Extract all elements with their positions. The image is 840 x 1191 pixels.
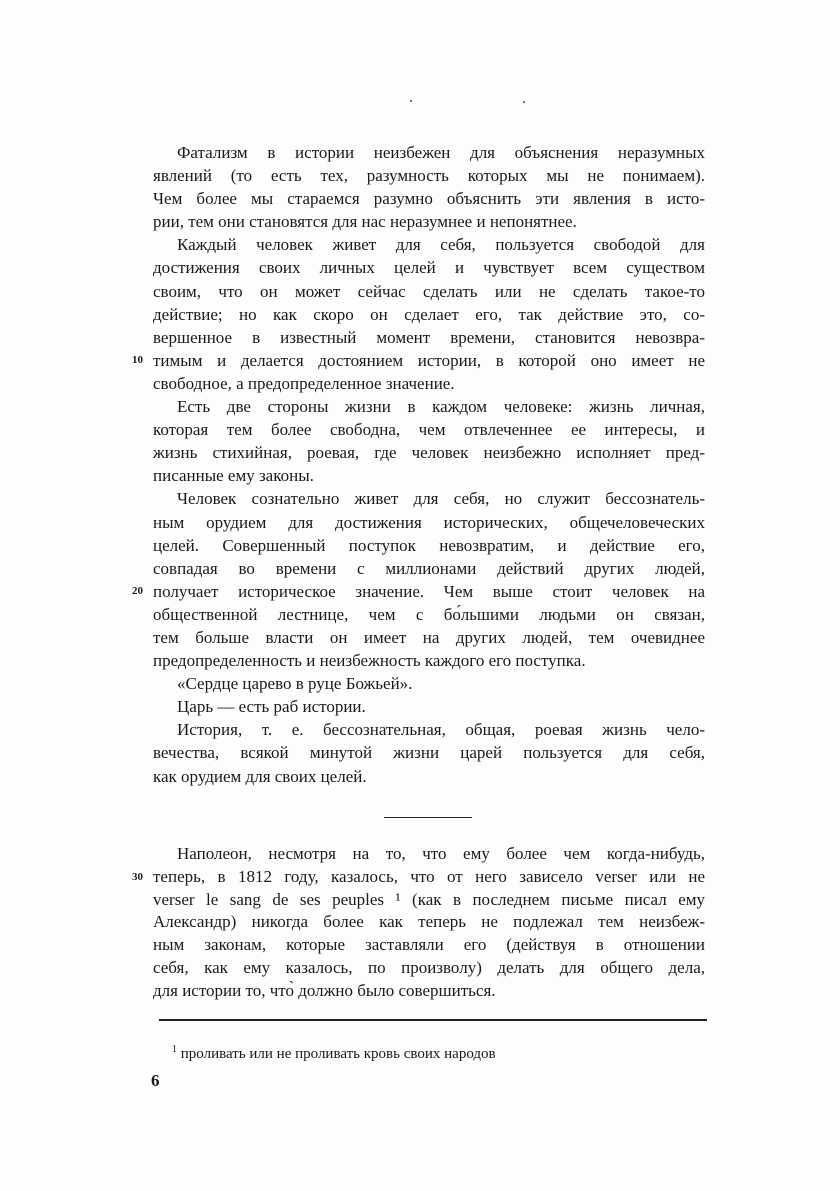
- line-text: себя, как ему казалось, по произволу) делать для общего дела,: [153, 957, 705, 977]
- text-line: [153, 626, 705, 649]
- line-text: ным орудием для достижения исторических, общечеловеческих: [153, 512, 705, 532]
- page-number: 6: [151, 1071, 160, 1090]
- text-line: [153, 534, 705, 557]
- text-line: [132, 349, 705, 372]
- line-text: Наполеон, несмотря на то, что ему более чем когда-нибудь,: [177, 844, 705, 863]
- text-line: [153, 372, 705, 395]
- text-line: [153, 603, 705, 626]
- text-line: [153, 889, 705, 912]
- text-line: [153, 326, 705, 349]
- line-text: Есть две стороны жизни в каждом человеке: жизнь личная,: [177, 397, 705, 417]
- text-line: [153, 487, 705, 510]
- section-divider: [384, 817, 472, 818]
- text-line: [153, 765, 705, 788]
- line-number: 20: [132, 584, 143, 597]
- line-text: Александр) никогда более как теперь не подлежал тем неизбеж-: [153, 912, 705, 932]
- line-text: свободное, а предопределенное значение.: [153, 373, 455, 393]
- text-line: [153, 210, 705, 233]
- text-line: [153, 741, 705, 764]
- line-number: 10: [132, 353, 143, 366]
- text-line: [132, 580, 705, 603]
- line-text: общественной лестнице, чем с бо́льшими людьми он связан,: [153, 604, 705, 624]
- text-line: [153, 980, 705, 1003]
- line-text: действие; но как скоро он сделает его, так действие это, со-: [153, 304, 705, 324]
- napoleon-text-section: [132, 843, 705, 1003]
- line-text: своим, что он может сейчас сделать или не сделать такое-то: [153, 281, 705, 301]
- line-text: вершенное в известный момент времени, становится невозвра-: [153, 327, 705, 347]
- line-text: Чем более мы стараемся разумно объяснить эти явления в исто-: [153, 189, 705, 209]
- line-text: Человек сознательно живет для себя, но служит бессознатель-: [177, 489, 705, 509]
- line-number: 30: [132, 870, 143, 883]
- text-line: [153, 233, 705, 256]
- line-text: целей. Совершенный поступок невозвратим, и действие его,: [153, 535, 705, 555]
- text-line: [153, 256, 705, 279]
- line-text: ным законам, которые заставляли его (действуя в отношении: [153, 935, 705, 955]
- line-text: «Сердце царево в руце Божьей».: [177, 674, 413, 694]
- text-line: [132, 866, 705, 889]
- line-text: рии, тем они становятся для нас неразумнее и непонятнее.: [153, 212, 577, 232]
- line-text: Фатализм в истории неизбежен для объяснения неразумных: [177, 143, 705, 162]
- text-line: [153, 418, 705, 441]
- text-line: [153, 957, 705, 980]
- text-line: [153, 187, 705, 210]
- text-line: [153, 718, 705, 741]
- text-line: [153, 511, 705, 534]
- line-text: История, т. е. бессознательная, общая, роевая жизнь чело-: [177, 720, 705, 740]
- text-line: [153, 303, 705, 326]
- text-line: [153, 695, 705, 718]
- line-text: теперь, в 1812 году, казалось, что от него зависело verser или не: [153, 866, 705, 886]
- footnote-mark: 1: [172, 1044, 177, 1055]
- footnote: [172, 1040, 496, 1064]
- line-text: для истории то, что̀ должно было совершиться.: [153, 980, 496, 1000]
- text-line: [153, 672, 705, 695]
- text-line: [153, 649, 705, 672]
- line-text: тимым и делается достоянием истории, в которой оно имеет не: [153, 350, 705, 370]
- text-line: [153, 557, 705, 580]
- line-text: писанные ему законы.: [153, 466, 314, 486]
- text-line: [153, 395, 705, 418]
- scan-speck: [523, 101, 525, 103]
- line-text: получает историческое значение. Чем выше стоит человек на: [153, 581, 705, 601]
- text-line: [153, 280, 705, 303]
- scan-speck: [410, 100, 412, 102]
- footnote-rule: [159, 1019, 707, 1021]
- line-text: предопределенность и неизбежность каждого его поступка.: [153, 651, 586, 671]
- line-text: verser le sang de ses peuples ¹ (как в последнем письме писал ему: [153, 889, 705, 909]
- main-text-section: [132, 141, 705, 788]
- line-text: как орудием для своих целей.: [153, 766, 367, 786]
- line-text: которая тем более свободна, чем отвлеченнее ее интересы, и: [153, 420, 705, 440]
- text-line: [153, 843, 705, 866]
- text-line: [153, 441, 705, 464]
- text-line: [153, 164, 705, 187]
- line-text: Царь — есть раб истории.: [177, 697, 366, 717]
- text-line: [153, 911, 705, 934]
- footnote-text: проливать или не проливать кровь своих народов: [180, 1046, 496, 1062]
- text-line: [153, 141, 705, 164]
- line-text: совпадая во времени с миллионами действий других людей,: [153, 558, 705, 578]
- line-text: достижения своих личных целей и чувствует всем существом: [153, 258, 705, 278]
- line-text: Каждый человек живет для себя, пользуется свободой для: [177, 235, 705, 255]
- line-text: вечества, всякой минутой жизни царей пользуется для себя,: [153, 743, 705, 763]
- text-line: [153, 464, 705, 487]
- line-text: тем больше власти он имеет на других людей, тем очевиднее: [153, 627, 705, 647]
- line-text: явлений (то есть тех, разумность которых мы не понимаем).: [153, 166, 705, 186]
- text-line: [153, 934, 705, 957]
- line-text: жизнь стихийная, роевая, где человек неизбежно исполняет пред-: [153, 443, 705, 463]
